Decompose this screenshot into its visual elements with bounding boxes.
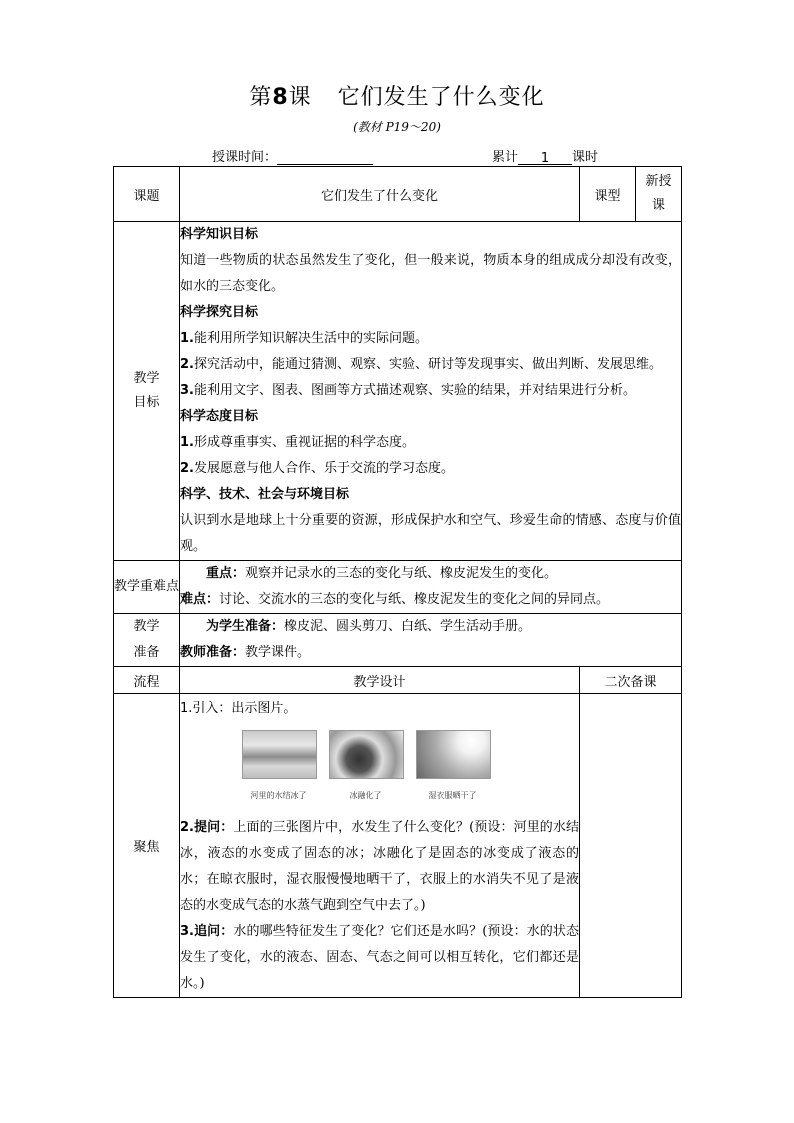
- student-prep: 为学生准备：橡皮泥、圆头剪刀、白纸、学生活动手册。: [206, 619, 532, 634]
- cumulative-value: 1: [518, 151, 572, 165]
- focus-intro: 1.引入：出示图片。: [180, 701, 297, 716]
- drying-clothes-image: [416, 730, 491, 779]
- photo-row: [180, 722, 579, 809]
- goal-inquiry-3: 3.能利用文字、图表、图画等方式描述观察、实验的结果，并对结果进行分析。: [180, 383, 636, 398]
- frozen-river-image: [242, 730, 317, 779]
- type-value: 新授课: [636, 167, 682, 222]
- lesson-number: 8: [272, 85, 289, 110]
- topic-value: 它们发生了什么变化: [180, 167, 580, 222]
- topic-label: 课题: [114, 167, 180, 222]
- goals-label: 教学目标: [114, 222, 180, 561]
- design-label: 教学设计: [180, 667, 580, 694]
- goal-heading-stse: 科学、技术、社会与环境目标: [180, 487, 350, 502]
- goal-attitude-2: 2.发展愿意与他人合作、乐于交流的学习态度。: [180, 461, 454, 476]
- lesson-suffix: 课: [288, 85, 312, 110]
- goal-inquiry-1: 1.能利用所学知识解决生活中的实际问题。: [180, 331, 428, 346]
- flow-header-row: [114, 667, 682, 694]
- textbook-ref: (教材 P19～20): [353, 120, 441, 134]
- photo-drying-clothes: [416, 730, 489, 809]
- photo-caption: 冰融化了: [349, 791, 382, 800]
- photo-frozen-river: [242, 730, 315, 809]
- keypoints-label: 教学重难点: [114, 561, 180, 614]
- goal-stse-text: 认识到水是地球上十分重要的资源，形成保护水和空气、珍爱生命的情感、态度与价值观。: [180, 513, 681, 554]
- goals-content: [180, 222, 682, 561]
- difficult-point: 难点：讨论、交流水的三态的变化与纸、橡皮泥发生的变化之间的异同点。: [180, 592, 610, 607]
- goal-knowledge-text: 知道一些物质的状态虽然发生了变化，但一般来说，物质本身的组成成分却没有改变，如水的三态变化。: [180, 253, 681, 294]
- teacher-prep: 教师准备：教学课件。: [180, 645, 311, 660]
- goal-attitude-1: 1.形成尊重事实、重视证据的科学态度。: [180, 435, 415, 450]
- photo-caption: 湿衣服晒干了: [428, 791, 477, 800]
- focus-label: 聚焦: [114, 694, 180, 998]
- goal-heading-inquiry: 科学探究目标: [180, 305, 259, 320]
- photo-melting-ice: [329, 730, 402, 809]
- keypoints-row: [114, 561, 682, 614]
- goal-heading-attitude: 科学态度目标: [180, 409, 259, 424]
- second-prep-cell[interactable]: [580, 694, 682, 998]
- keypoints-content: [180, 561, 682, 614]
- teaching-time-blank[interactable]: [277, 151, 373, 165]
- teaching-time-label: 授课时间：: [212, 150, 278, 165]
- goal-inquiry-2: 2.探究活动中，能通过猜测、观察、实验、研讨等发现事实、做出判断、发展思维。: [180, 357, 662, 372]
- photo-caption: 河里的水结冰了: [250, 791, 307, 800]
- prep-row: [114, 614, 682, 667]
- prep-label: 教学准备: [114, 614, 180, 667]
- goal-heading-knowledge: 科学知识目标: [180, 227, 259, 242]
- focus-row: [114, 694, 682, 998]
- prep-content: [180, 614, 682, 667]
- focus-question-2: 2.提问：上面的三张图片中，水发生了什么变化？(预设：河里的水结冰，液态的水变成了固态的冰；冰融化了是固态的冰变成了液态的水；在晾衣服时，湿衣服慢慢地晒干了，衣服上的水消失不见了是液态的水变成气态的水蒸气跑到空气中去了。): [180, 820, 579, 913]
- topic-row: [114, 167, 682, 222]
- period-unit: 课时: [572, 150, 599, 165]
- lesson-title-text: 它们发生了什么变化: [337, 85, 545, 110]
- goals-row: [114, 222, 682, 561]
- melting-ice-image: [329, 730, 404, 779]
- flow-label: 流程: [114, 667, 180, 694]
- cumulative-periods: [492, 146, 598, 165]
- type-label: 课型: [580, 167, 636, 222]
- focus-content: [180, 694, 580, 998]
- teaching-time: [212, 146, 373, 165]
- focus-question-3: 3.追问：水的哪些特征发生了变化？它们还是水吗？(预设：水的状态发生了变化，水的液态、固态、气态之间可以相互转化，它们都还是水。): [180, 924, 579, 991]
- key-point: 重点：观察并记录水的三态的变化与纸、橡皮泥发生的变化。: [206, 566, 558, 581]
- lesson-prefix: 第: [249, 85, 273, 110]
- cumulative-label: 累计: [492, 150, 519, 165]
- lesson-plan-table: [113, 166, 682, 998]
- second-prep-label: 二次备课: [580, 667, 682, 694]
- lesson-title: [0, 80, 794, 111]
